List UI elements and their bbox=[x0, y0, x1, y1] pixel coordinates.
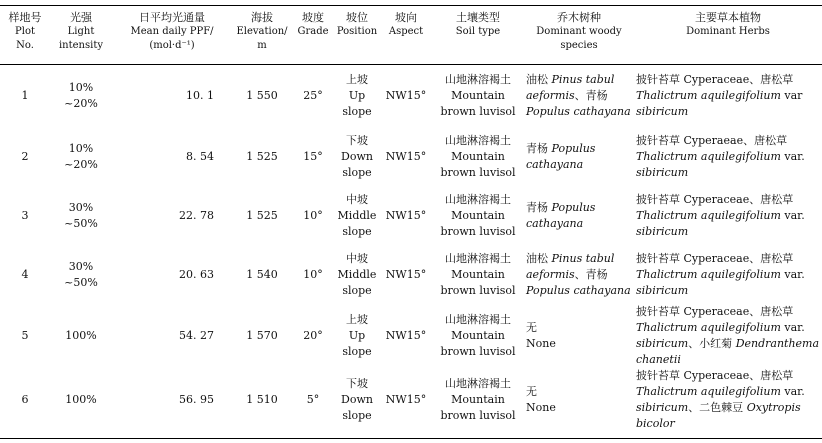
cell-ppf: 22. 78 bbox=[179, 208, 214, 222]
cell-position: 中坡 Middle slope bbox=[337, 251, 377, 297]
cell-light: 100% bbox=[65, 329, 97, 342]
cell-herbs: 披针苔草 Cyperaeae、唐松草 Thalictrum aquilegifolium var. sibiricum bbox=[636, 133, 805, 179]
cell-elevation: 1 540 bbox=[246, 267, 278, 281]
cell-ppf: 10. 1 bbox=[186, 89, 214, 102]
header-woody: 乔木树种 Dominant woody species bbox=[524, 7, 634, 65]
header-position: 坡位 Position bbox=[334, 7, 380, 65]
cell-grade: 10° bbox=[303, 208, 323, 222]
cell-soil: 山地淋溶褐土 Mountain brown luvisol bbox=[440, 133, 516, 179]
cell-elevation: 1 510 bbox=[246, 393, 278, 406]
header-aspect: 坡向 Aspect bbox=[380, 7, 432, 65]
cell-herbs: 披针苔草 Cyperaceae、唐松草 Thalictrum aquilegifolium var. sibiricum bbox=[636, 192, 805, 238]
table-row bbox=[0, 304, 822, 368]
cell-grade: 5° bbox=[306, 393, 320, 406]
table-row bbox=[0, 368, 822, 432]
cell-plot: 1 bbox=[21, 89, 29, 102]
cell-position: 上坡 Up slope bbox=[342, 313, 372, 358]
cell-soil: 山地淋溶褐土 Mountain brown luvisol bbox=[440, 377, 516, 422]
header-soil: 土壤类型 Soil type bbox=[432, 7, 524, 65]
cell-grade: 15° bbox=[303, 149, 323, 163]
cell-woody: 青杨 Populus cathayana bbox=[526, 200, 596, 230]
cell-light: 100% bbox=[65, 393, 97, 406]
cell-grade: 10° bbox=[303, 267, 323, 281]
cell-herbs: 披针苔草 Cyperaceae、唐松草 Thalictrum aquilegifolium var. sibiricum、二色棘豆 Oxytropis bicolor bbox=[636, 369, 805, 430]
cell-herbs: 披针苔草 Cyperaceae、唐松草 Thalictrum aquilegifolium var. sibiricum、小红菊 Dendranthema chanetii bbox=[636, 305, 820, 366]
cell-ppf: 8. 54 bbox=[186, 149, 214, 163]
table-row bbox=[0, 186, 822, 245]
cell-elevation: 1 550 bbox=[246, 89, 278, 102]
cell-aspect: NW15° bbox=[385, 393, 427, 406]
table-row bbox=[0, 127, 822, 186]
cell-herbs: 披针苔草 Cyperaceae、唐松草 Thalictrum aquilegifolium var. sibiricum bbox=[636, 251, 805, 297]
cell-ppf: 20. 63 bbox=[179, 267, 214, 281]
cell-aspect: NW15° bbox=[385, 89, 427, 102]
cell-elevation: 1 525 bbox=[246, 208, 278, 222]
cell-elevation: 1 570 bbox=[246, 329, 278, 342]
cell-woody: 无 None bbox=[526, 385, 556, 414]
table-row bbox=[0, 245, 822, 304]
cell-grade: 25° bbox=[303, 89, 323, 102]
header-elevation: 海拔 Elevation/ m bbox=[232, 7, 292, 65]
cell-plot: 5 bbox=[21, 329, 29, 342]
cell-soil: 山地淋溶褐土 Mountain brown luvisol bbox=[440, 192, 516, 238]
cell-light: 10% ~20% bbox=[64, 141, 98, 171]
cell-light: 30% ~50% bbox=[64, 259, 98, 289]
cell-position: 下坡 Down slope bbox=[341, 133, 373, 179]
cell-soil: 山地淋溶褐土 Mountain brown luvisol bbox=[440, 73, 516, 118]
cell-woody: 油松 Pinus tabul aeformis、青杨 Populus cathayana bbox=[526, 73, 631, 118]
table-top-rule bbox=[0, 5, 822, 6]
cell-light: 10% ~20% bbox=[64, 81, 98, 110]
cell-woody: 无 None bbox=[526, 321, 556, 350]
cell-position: 下坡 Down slope bbox=[341, 377, 373, 422]
table-bottom-rule bbox=[0, 438, 822, 439]
cell-woody: 油松 Pinus tabul aeformis、青杨 Populus cathayana bbox=[526, 251, 631, 297]
cell-plot: 3 bbox=[21, 208, 29, 222]
cell-elevation: 1 525 bbox=[246, 149, 278, 163]
cell-position: 中坡 Middle slope bbox=[337, 192, 377, 238]
cell-plot: 4 bbox=[21, 267, 29, 281]
header-row bbox=[0, 7, 822, 65]
cell-ppf: 54. 27 bbox=[179, 329, 214, 342]
header-herbs: 主要草本植物 Dominant Herbs bbox=[634, 7, 822, 65]
cell-soil: 山地淋溶褐土 Mountain brown luvisol bbox=[440, 251, 516, 297]
cell-aspect: NW15° bbox=[385, 149, 427, 163]
table-row bbox=[0, 65, 822, 128]
cell-soil: 山地淋溶褐土 Mountain brown luvisol bbox=[440, 313, 516, 358]
cell-plot: 6 bbox=[21, 393, 29, 406]
cell-herbs: 披针苔草 Cyperaceae、唐松草 Thalictrum aquilegifolium var sibiricum bbox=[636, 73, 803, 118]
plot-info-table bbox=[0, 7, 822, 432]
cell-ppf: 56. 95 bbox=[179, 393, 214, 406]
cell-woody: 青杨 Populus cathayana bbox=[526, 141, 596, 171]
cell-aspect: NW15° bbox=[385, 329, 427, 342]
header-light: 光强 Light intensity bbox=[50, 7, 112, 65]
cell-aspect: NW15° bbox=[385, 208, 427, 222]
cell-plot: 2 bbox=[21, 149, 29, 163]
cell-light: 30% ~50% bbox=[64, 200, 98, 230]
cell-position: 上坡 Up slope bbox=[342, 73, 372, 118]
header-ppf: 日平均光通量 Mean daily PPF/ (mol·d⁻¹) bbox=[112, 7, 232, 65]
cell-aspect: NW15° bbox=[385, 267, 427, 281]
cell-grade: 20° bbox=[303, 329, 323, 342]
header-grade: 坡度 Grade bbox=[292, 7, 334, 65]
header-plot: 样地号 Plot No. bbox=[0, 7, 50, 65]
